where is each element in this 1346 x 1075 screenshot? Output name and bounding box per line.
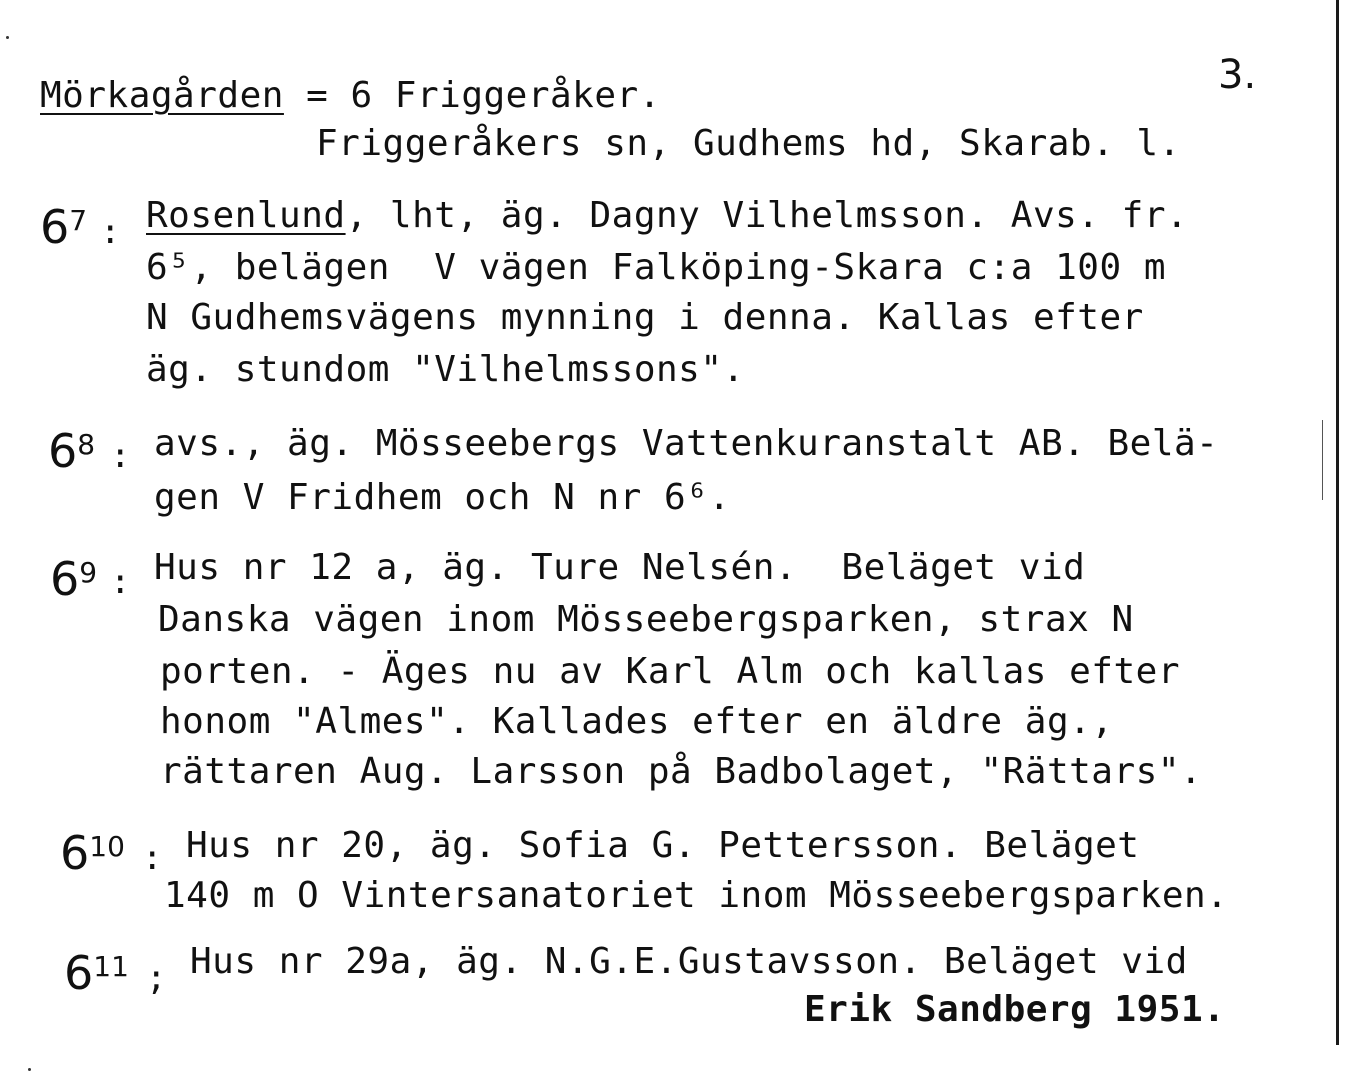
- entry-line: gen V Fridhem och N nr 6⁶.: [154, 477, 731, 518]
- entry-number: $6^9$: [50, 552, 98, 606]
- speck: [6, 36, 9, 39]
- entry-line: Hus nr 29a, äg. N.G.E.Gustavsson. Beläget vid: [190, 941, 1188, 982]
- entry-line: äg. stundom "Vilhelmssons".: [146, 349, 745, 390]
- entry-colon: :: [100, 212, 121, 252]
- entry-line: [146, 196, 1188, 236]
- entry-superscript: 7: [69, 204, 88, 237]
- entry-line: 6⁵, belägen V vägen Falköping-Skara c:a 100 m: [146, 247, 1166, 288]
- entry-line: honom "Almes". Kallades efter en äldre äg.,: [160, 701, 1114, 742]
- place-equals: = 6 Friggeråker.: [283, 75, 661, 116]
- card-edge-line: [1336, 0, 1339, 1045]
- entry-line: avs., äg. Mösseebergs Vattenkuranstalt AB. Belä-: [154, 423, 1219, 464]
- entry-number: $6^{11}$: [64, 946, 129, 1000]
- header-line-1: [40, 76, 661, 116]
- entry-colon: :: [110, 562, 131, 602]
- entry-line: rättaren Aug. Larsson på Badbolaget, "Rättars".: [160, 751, 1203, 792]
- card-edge-line-thin: [1322, 420, 1323, 500]
- entry-colon: :: [110, 436, 131, 476]
- entry-number: $6^7$: [40, 200, 88, 254]
- speck: [28, 1068, 31, 1071]
- entry-superscript: 9: [79, 556, 98, 589]
- entry-line: N Gudhemsvägens mynning i denna. Kallas efter: [146, 297, 1144, 338]
- entry-superscript: 8: [77, 428, 96, 461]
- entry-title: Rosenlund: [146, 195, 346, 236]
- signature: Erik Sandberg 1951.: [804, 989, 1226, 1030]
- parish-line: Friggeråkers sn, Gudhems hd, Skarab. l.: [316, 123, 1181, 164]
- entry-superscript: 10: [89, 830, 125, 863]
- entry-colon: :: [142, 838, 163, 878]
- entry-number: $6^8$: [48, 424, 96, 478]
- entry-superscript: 11: [93, 950, 129, 983]
- entry-colon: ;: [146, 958, 167, 998]
- entry-line: Danska vägen inom Mösseebergsparken, strax N: [158, 599, 1134, 640]
- entry-line: Hus nr 12 a, äg. Ture Nelsén. Beläget vid: [154, 547, 1086, 588]
- entry-line: Hus nr 20, äg. Sofia G. Pettersson. Beläget: [186, 825, 1140, 866]
- entry-line: 140 m O Vintersanatoriet inom Mösseebergsparken.: [164, 875, 1229, 916]
- entry-text: , lht, äg. Dagny Vilhelmsson. Avs. fr.: [345, 195, 1189, 236]
- place-name: Mörkagården: [40, 75, 284, 116]
- entry-number: $6^{10}$: [60, 826, 125, 880]
- page-number: 3.: [1218, 52, 1257, 98]
- entry-line: porten. - Äges nu av Karl Alm och kallas efter: [160, 651, 1180, 692]
